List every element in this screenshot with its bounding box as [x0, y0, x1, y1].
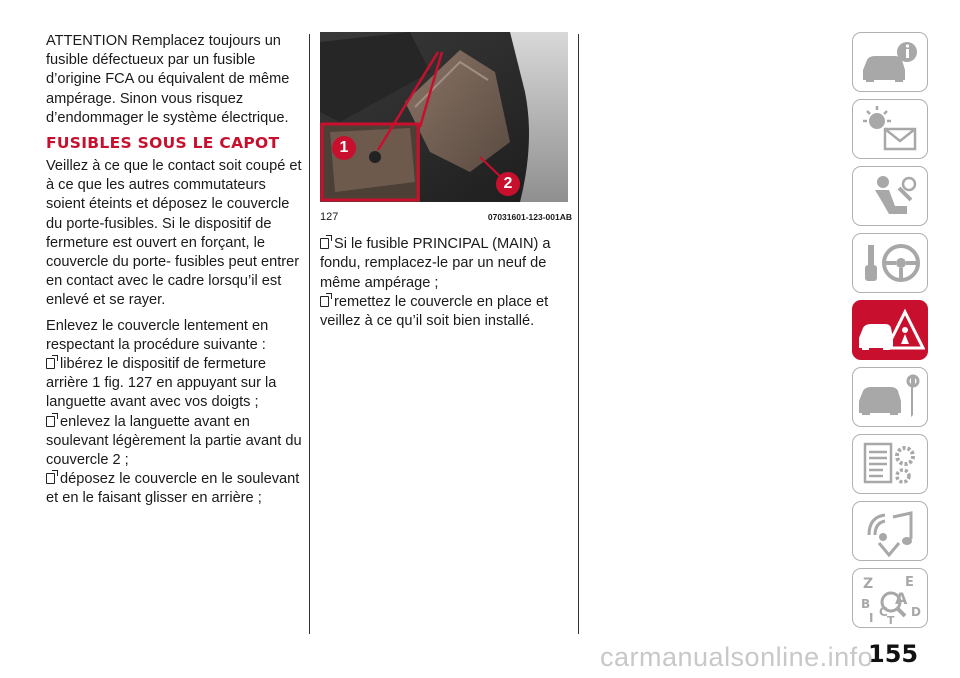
procedure-paragraph: Enlevez le couvercle lentement en respectant la procédure suivante : — [46, 317, 269, 353]
svg-text:I: I — [869, 611, 874, 624]
seat-airbag-icon — [855, 170, 925, 222]
list-item — [320, 293, 572, 331]
tab-technical-data[interactable] — [852, 434, 928, 494]
tab-starting-driving[interactable] — [852, 233, 928, 293]
list-item-text: libérez le dispositif de fermeture arrière 1 fig. 127 en appuyant sur la languette avant avec vos doigts ; — [46, 356, 277, 411]
tab-lights-messages[interactable] — [852, 99, 928, 159]
bullet-icon — [46, 416, 55, 427]
fuse-box-photo — [320, 32, 568, 202]
intro-paragraph: Veillez à ce que le contact soit coupé et à ce que les autres commutateurs soient éteints et déposez le couvercle du porte-fusibles. Si le dispositif de fermeture est ouvert en forçant, le couvercle du porte- fusibles peut entrer en contact avec le cadre lorsqu’il est enlevé et se rayer. — [46, 158, 302, 309]
bullet-icon — [320, 296, 329, 307]
callout-2: 2 — [496, 172, 520, 196]
bullet-icon — [46, 358, 55, 369]
page-number: 155 — [868, 640, 919, 668]
list-item — [46, 413, 302, 471]
left-column — [46, 32, 302, 509]
list-item — [46, 470, 302, 508]
bullet-icon — [320, 238, 329, 249]
middle-column — [320, 32, 572, 331]
key-steering-wheel-icon — [855, 237, 925, 289]
engine-bay-illustration — [320, 32, 568, 202]
figure-caption — [320, 208, 572, 227]
lights-message-icon — [855, 103, 925, 155]
svg-text:B: B — [861, 597, 871, 611]
list-item-text: Si le fusible PRINCIPAL (MAIN) a fondu, remplacez-le par un neuf de même ampérage ; — [320, 236, 551, 291]
svg-text:Z: Z — [863, 576, 874, 592]
watermark: carmanualsonline.info — [600, 642, 874, 672]
tab-multimedia[interactable] — [852, 501, 928, 561]
tab-maintenance[interactable] — [852, 367, 928, 427]
tab-car-info[interactable] — [852, 32, 928, 92]
attention-note: ATTENTION Remplacez toujours un fusible défectueux par un fusible d’origine FCA ou équivalent de même ampérage. Sinon vous risquez d’endommager le système électrique. — [46, 33, 290, 126]
svg-text:C: C — [879, 605, 888, 619]
svg-text:D: D — [911, 605, 921, 619]
car-wrench-icon — [855, 371, 925, 423]
svg-text:E: E — [905, 575, 914, 590]
bullet-icon — [46, 473, 55, 484]
list-item — [46, 355, 302, 413]
column-divider-left — [309, 34, 310, 634]
car-warning-triangle-icon — [855, 304, 925, 356]
list-item-text: remettez le couvercle en place et veillez à ce qu’il soit bien installé. — [320, 293, 549, 330]
callout-1: 1 — [332, 136, 356, 160]
tab-emergency[interactable] — [852, 300, 928, 360]
svg-text:T: T — [887, 614, 895, 624]
figure-number: 127 — [320, 211, 339, 223]
figure-code: 07031601-123-001AB — [487, 212, 572, 222]
chapter-tabs — [852, 32, 932, 635]
column-divider-right — [578, 34, 579, 634]
tab-safety[interactable] — [852, 166, 928, 226]
list-item-text: enlevez la languette avant en soulevant légèrement la partie avant du couvercle 2 ; — [46, 413, 302, 469]
media-signal-icon — [855, 505, 925, 557]
list-item — [320, 235, 572, 293]
svg-text:A: A — [895, 589, 908, 608]
section-heading: FUSIBLES SOUS LE CAPOT — [46, 134, 280, 153]
tab-index[interactable] — [852, 568, 928, 628]
document-gears-icon — [855, 438, 925, 490]
list-item-text: déposez le couvercle en le soulevant et en le faisant glisser en arrière ; — [46, 471, 300, 507]
alphabet-index-icon — [855, 572, 925, 624]
car-info-icon — [855, 36, 925, 88]
